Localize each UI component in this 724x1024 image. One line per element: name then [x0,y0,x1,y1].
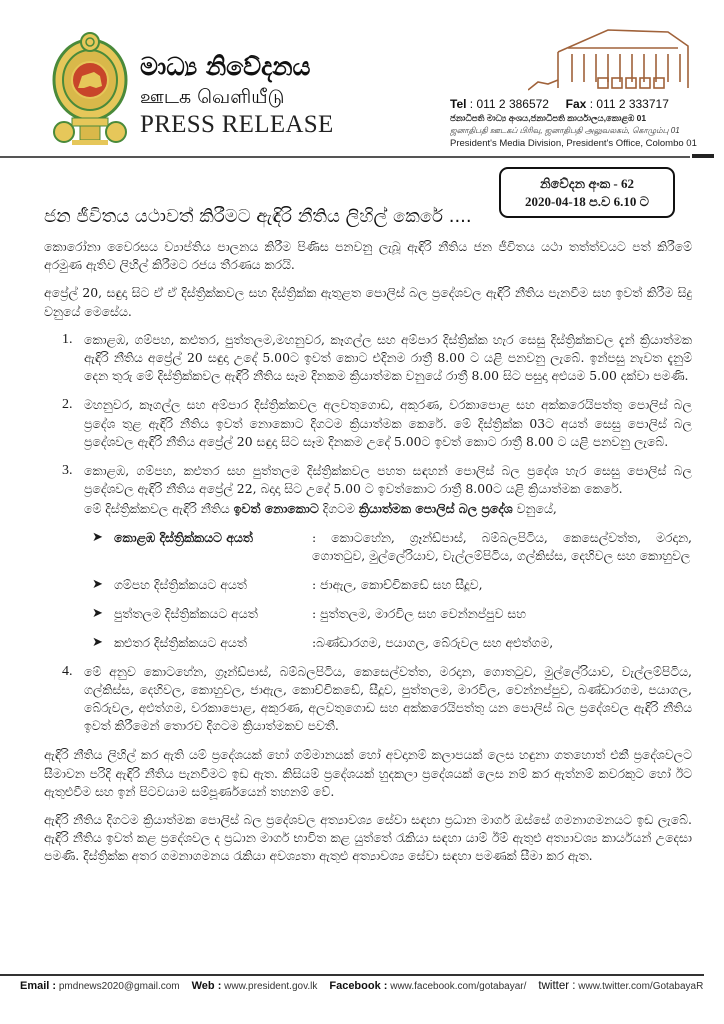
fax-number: : 011 2 333717 [589,97,669,111]
email-label: Email : [20,980,57,992]
sri-lanka-emblem-icon [50,28,130,148]
district-police-areas [92,529,692,652]
district-row [92,605,692,623]
press-release-brand [140,52,334,140]
presidential-building-icon [528,22,698,92]
header-divider-accent [692,154,714,158]
district-areas: : ජාඇල, කොච්චිකඩේ සහ සීදූව, [312,576,483,592]
header-divider [0,156,690,158]
intro-bold: ඉවත් නොකොට [233,501,319,517]
police-areas-intro [84,500,692,518]
twitter-link[interactable]: www.twitter.com/GotabayaR [578,981,704,992]
list-item-text: මේ අනුව කොටහේන, ග්‍රෑන්ඩ්පාස්, බම්බලපිටිය, කෙසෙල්වත්ත, මරදාන, ගොතටුව, මුල්ලේරියාව, වැල්ලම්පිටිය, ගල්කිස්ස, දෙහිවල, කොහුවල, ජාඇල, කොච්චිකඩේ, සීදූව, පුත්තලම, මාරවිල, වෙන්නප්පුව, බණ්ඩාරගම, පයාගල, බේරුවල, අළුත්ගම, වරකාපොළ, අකුරණ, අලවතුගොඩ සහ අක්කරෙයිපත්තු යන පොලිස් බල ප්‍රදේශවල ඇඳිරි නීතිය ඉවත් කිරීමෙන් තොරව දිගටම ක්‍රියාත්මකව පවතී. [84,663,692,734]
release-number: නිවේදන අංක - 62 [539,176,635,191]
web-label: Web : [191,980,222,992]
list-item [62,462,692,652]
document-body [44,204,692,876]
curfew-rules-list [62,331,692,736]
isolation-paragraph: ඇඳිරි නීතිය ලිහිල් කර ඇති යම් ප්‍රදේශයක් හෝ ගම්මානයක් හෝ අවදානම් කලාපයක් ලෙස හඳුනා ගතහොත් එකී ප්‍රදේශවලට සීමාවන පරිදි ඇඳිරි නීතිය පැනවීමට ඉඩ ඇත. කිසියම් ප්‍රදේශයක් හුදකලා ප්‍රදේශයක් ලෙස නම් කර ඇත්නම් කවරකුට හෝ ඊට ඇතුළුවීම සහ ඉන් පිටවයාම සම්පූර්ණයෙන් තහනම් වේ. [44,747,692,799]
phone-fax [450,96,720,112]
document-title: ජන ජීවිතය යථාවත් කිරීමට ඇඳිරි නීතිය ලිහිල් කෙරේ .... [44,206,472,227]
address-tamil: ஜனாதிபதி ஊடகப் பிரிவு, ஜனாதிபதி அலுவலகம், கொழும்பு 01 [450,126,680,135]
arrow-bullet-icon: ➤ [92,634,103,650]
arrow-bullet-icon: ➤ [92,576,103,592]
footer-twitter [538,980,703,992]
list-item-text: මහනුවර, කෑගල්ල සහ අම්පාර දිස්ත්‍රික්කවල අලවතුගොඩ, අකුරණ, වරකාපොළ සහ අක්කරෙයිපත්තු පොලිස් බල ප්‍රදේශ තුළ ඇඳිරි නීතිය ඉවත් නොකොට දිගටම ක්‍රියාත්මක කෙරේ. මේ දිස්ත්‍රික්ක 03ට අයත් සෙසු පොලිස් බල ප්‍රදේශවල ඇඳිරි නීතිය අප්‍රේල් 20 සඳුදා සිට සෑම දිනකම උදේ 5.00ට ඉවත් කොට රාත්‍රී 8.00 ට යළි පනවනු ලැබේ. [84,397,692,449]
list-number: 3. [62,463,73,479]
footer-facebook [329,980,526,992]
district-areas: : පුත්තලම, මාරවිල සහ වෙන්නප්පුව සහ [312,605,526,621]
footer-contacts [20,980,720,992]
intro-text: මේ දිස්ත්‍රික්කවල ඇඳිරි නීතිය [84,501,234,517]
district-row [92,576,692,594]
address-english: President's Media Division, President's Office, Colombo 01 [450,138,697,149]
footer-divider [0,974,704,976]
travel-paragraph: ඇඳිරි නීතිය දිගටම ක්‍රියාත්මක පොලිස් බල ප්‍රදේශවල අත්‍යාවශ්‍ය සේවා සඳහා ප්‍රධාන මාර්ග ඔස්සේ ගමනාගමනයට ඉඩ ලැබේ. ඇඳිරි නීතිය ඉවත් කළ ප්‍රදේශවල ද ප්‍රධාන මාර්ග භාවිත කළ යුත්තේ රැකියා සඳහා යාම් ඊම් ඇතුළු අත්‍යාවශ්‍ය කාර්යයන් උදෙසා පමණි. දිස්ත්‍රික්ක අතර ගමනාගමනය රැකියා අවශ්‍යතා ඇතුළු අත්‍යාවශ්‍ය සේවා සඳහා පමණක් සීමා කර ඇත. [44,812,692,864]
letterhead [0,0,724,160]
district-name: කළුතර දිස්ත්‍රික්කයට අයත් [114,634,247,650]
lead-paragraph: අප්‍රේල් 20, සඳුදා සිට ඒ ඒ දිස්ත්‍රික්කවල සහ දිස්ත්‍රික්ක ඇතුළත පොලිස් බල ප්‍රදේශවල ඇඳිරි නීතිය පැනවීම සහ ඉවත් කිරීම සිදු වනුයේ මෙසේය. [44,285,692,319]
title-english: PRESS RELEASE [140,111,334,138]
tel-number: : 011 2 386572 [469,97,549,111]
twitter-label: twitter : [538,980,576,992]
district-areas: :බණ්ඩාරගම, පයාගල, බේරුවල සහ අළුත්ගම, [312,634,554,650]
list-number: 1. [62,331,73,347]
district-areas: : කොටහේන, ග්‍රෑන්ඩ්පාස්, බම්බලපිටිය, කෙසෙල්වත්ත, මරදාන, ගොතටුව, මුල්ලේරියාව, වැල්ලම්පිටිය, ගල්කිස්ස, දෙහිවල සහ කොහුවල [312,529,692,563]
list-number: 4. [62,663,73,679]
arrow-bullet-icon: ➤ [92,529,103,545]
web-link[interactable]: www.president.gov.lk [224,981,318,992]
title-tamil: ஊடக வெளியீடு [140,86,285,108]
footer-web [192,980,318,992]
facebook-label: Facebook : [329,980,388,992]
list-number: 2. [62,397,73,413]
district-row [92,529,692,565]
fax-label: Fax [565,97,587,111]
list-item-text: කොළඹ, ගම්පහ, කළුතර සහ පුත්තලම දිස්ත්‍රික්කවල පහත සඳහන් පොලිස් බල ප්‍රදේශ හැර සෙසු පොලිස් බල ප්‍රදේශවල ඇඳිරි නීතිය අප්‍රේල් 22, බදාදා සිට උදේ 5.00 ට ඉවත්කොට රාත්‍රී 8.00ට යළි ක්‍රියාත්මක කෙරේ. [84,463,692,497]
list-item [62,396,692,451]
intro-bold: ක්‍රියාත්මක පොලිස් බල ප්‍රදේශ [358,501,513,517]
email-link[interactable]: pmdnews2020@gmail.com [58,981,180,992]
footer-email [20,980,180,992]
tel-label: Tel [450,97,467,111]
district-name: කොළඹ දිස්ත්‍රික්කයට අයත් [114,529,253,545]
arrow-bullet-icon: ➤ [92,605,103,621]
list-item [62,663,692,736]
title-sinhala: මාධ්‍ය නිවේදනය [140,52,311,81]
intro-text: වනුයේ, [512,501,557,517]
facebook-link[interactable]: www.facebook.com/gotabayar/ [390,981,527,992]
list-item-text: කොළඹ, ගම්පහ, කළුතර, පුත්තලම,මහනුවර, කෑගල්ල සහ අම්පාර දිස්ත්‍රික්ක හැර සෙසු දිස්ත්‍රික්කවල දැන් ක්‍රියාත්මක ඇඳිරි නීතිය අප්‍රේල් 20 සඳුදා උදේ 5.00ට ඉවත් කොට එදිනම රාත්‍රී 8.00 ට යළි පනවනු ලැබේ. ඉන්පසු නැවත දැනුම් දෙන තුරු මේ දිස්ත්‍රික්කවල ඇඳිරි නීතිය සෑම දිනකම ක්‍රියාත්මක වනුයේ රාත්‍රී 8.00 සිට පසුදා අළුයම 5.00 දක්වා පමණි. [84,331,692,384]
address-sinhala: ජනාධිපති මාධ්‍ය අංශය,ජනාධිපති කාර්යාලය,කොළඹ 01 [450,113,647,123]
district-row [92,634,692,652]
list-item [62,331,692,386]
intro-text: දිගටම [318,501,359,517]
district-name: ගම්පහ දිස්ත්‍රික්කයට අයත් [114,576,247,592]
intro-paragraph: කොරෝනා වෛරසය ව්‍යාප්තිය පාලනය කිරීම පිණිස පනවනු ලැබූ ඇඳිරි නීතිය ජන ජීවිතය යථා තත්ත්වයට පත් කිරීමේ අරමුණ ඇතිව ලිහිල් කිරීමට රජය තීරණය කරයි. [44,239,692,273]
district-name: පුත්තලම දිස්ත්‍රික්කයට අයත් [114,605,258,621]
release-datetime: 2020-04-18 ප.ව 6.10 ට [525,194,649,209]
contact-block [450,96,720,151]
